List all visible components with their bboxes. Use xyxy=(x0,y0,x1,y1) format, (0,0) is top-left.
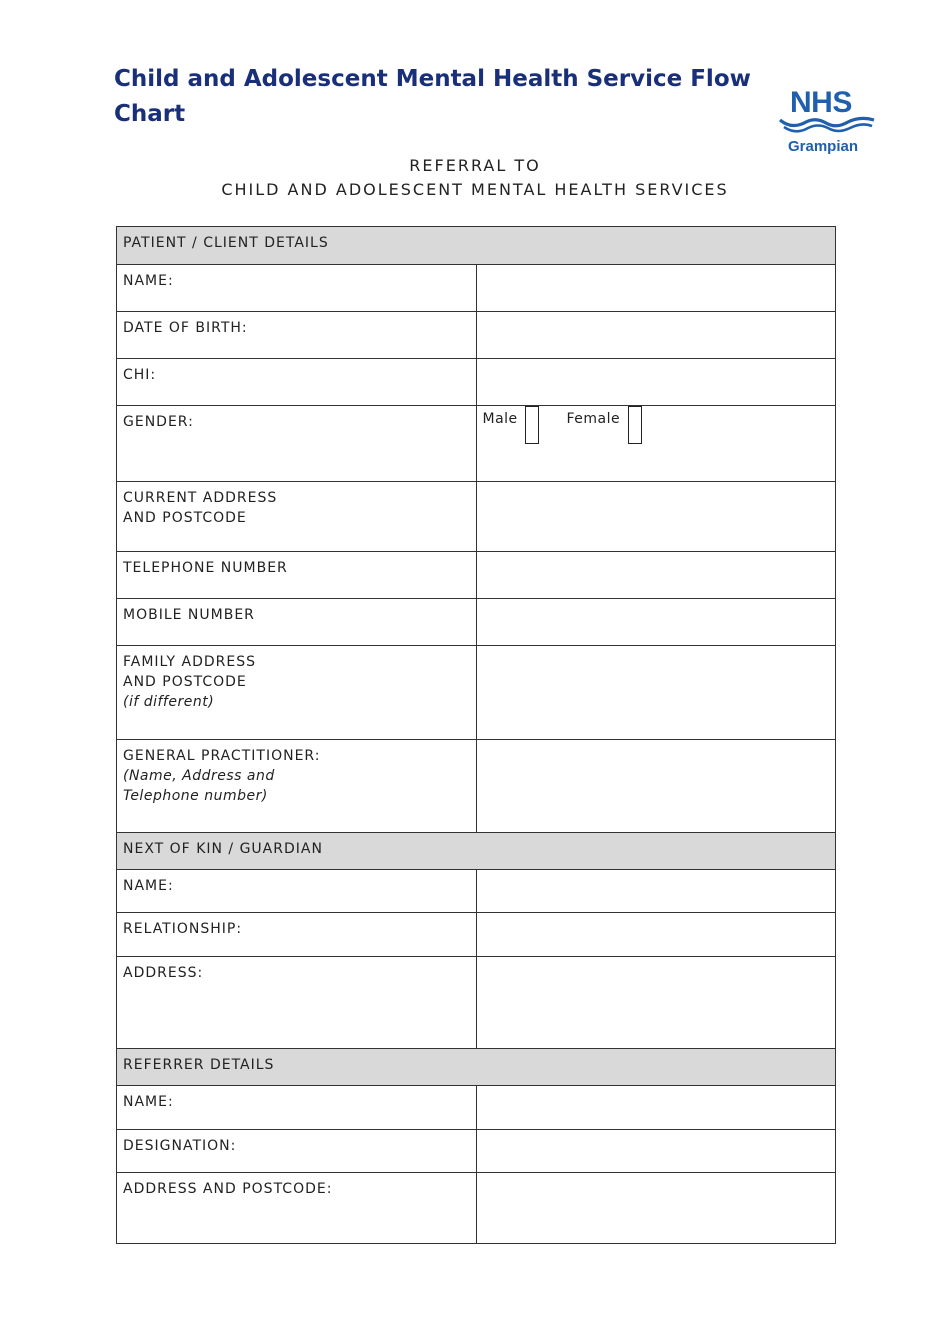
relationship-label: RELATIONSHIP: xyxy=(117,913,477,957)
current-address-label xyxy=(117,482,477,552)
section-next-of-kin xyxy=(117,833,836,870)
current-address-label-line1: CURRENT ADDRESS xyxy=(123,490,278,506)
mobile-label: MOBILE NUMBER xyxy=(117,599,477,646)
gender-female-label: Female xyxy=(566,411,621,427)
section-title: PATIENT / CLIENT DETAILS xyxy=(123,235,329,251)
referrer-address-label: ADDRESS AND POSTCODE: xyxy=(117,1173,477,1244)
referrer-name-label: NAME: xyxy=(117,1086,477,1130)
gp-field[interactable] xyxy=(476,740,836,833)
family-address-field[interactable] xyxy=(476,646,836,740)
kin-name-field[interactable] xyxy=(476,870,836,913)
mobile-field[interactable] xyxy=(476,599,836,646)
gp-label xyxy=(117,740,477,833)
section-title: REFERRER DETAILS xyxy=(123,1057,275,1073)
family-address-label-line2: AND POSTCODE xyxy=(123,674,247,690)
dob-field[interactable] xyxy=(476,312,836,359)
current-address-field[interactable] xyxy=(476,482,836,552)
referrer-name-field[interactable] xyxy=(476,1086,836,1130)
logo-region: Grampian xyxy=(788,138,859,155)
kin-address-label: ADDRESS: xyxy=(117,957,477,1050)
patient-name-field[interactable] xyxy=(476,265,836,312)
gender-label: GENDER: xyxy=(117,406,477,482)
kin-name-label: NAME: xyxy=(117,870,477,913)
dob-label: DATE OF BIRTH: xyxy=(117,312,477,359)
family-address-label xyxy=(117,646,477,740)
family-address-label-line1: FAMILY ADDRESS xyxy=(123,654,256,670)
gender-options xyxy=(476,406,836,482)
patient-name-label: NAME: xyxy=(117,265,477,312)
telephone-label: TELEPHONE NUMBER xyxy=(117,552,477,599)
chi-label: CHI: xyxy=(117,359,477,406)
nhs-grampian-logo xyxy=(778,86,878,160)
form-heading-line1: REFERRAL TO xyxy=(409,156,541,175)
gp-note-line2: Telephone number) xyxy=(123,788,268,804)
referrer-address-field[interactable] xyxy=(476,1173,836,1244)
designation-field[interactable] xyxy=(476,1130,836,1173)
gp-note-line1: (Name, Address and xyxy=(123,768,275,784)
gender-female-checkbox[interactable] xyxy=(628,406,642,444)
gender-male-label: Male xyxy=(482,411,518,427)
form-heading-line2: CHILD AND ADOLESCENT MENTAL HEALTH SERVICES xyxy=(221,180,729,199)
document-title: Child and Adolescent Mental Health Service Flow Chart xyxy=(114,66,751,127)
relationship-field[interactable] xyxy=(476,913,836,957)
gender-male-checkbox[interactable] xyxy=(525,406,539,444)
section-title: NEXT OF KIN / GUARDIAN xyxy=(123,841,323,857)
patient-kin-table xyxy=(116,226,836,1050)
wave-icon xyxy=(778,116,878,136)
section-patient-details xyxy=(117,227,836,265)
kin-address-field[interactable] xyxy=(476,957,836,1050)
gp-label-text: GENERAL PRACTITIONER: xyxy=(123,748,321,764)
current-address-label-line2: AND POSTCODE xyxy=(123,510,247,526)
referrer-table xyxy=(116,1048,836,1244)
section-referrer-details xyxy=(117,1049,836,1086)
logo-brand: NHS xyxy=(790,86,852,119)
chi-field[interactable] xyxy=(476,359,836,406)
telephone-field[interactable] xyxy=(476,552,836,599)
family-address-note: (if different) xyxy=(123,694,215,710)
designation-label: DESIGNATION: xyxy=(117,1130,477,1173)
